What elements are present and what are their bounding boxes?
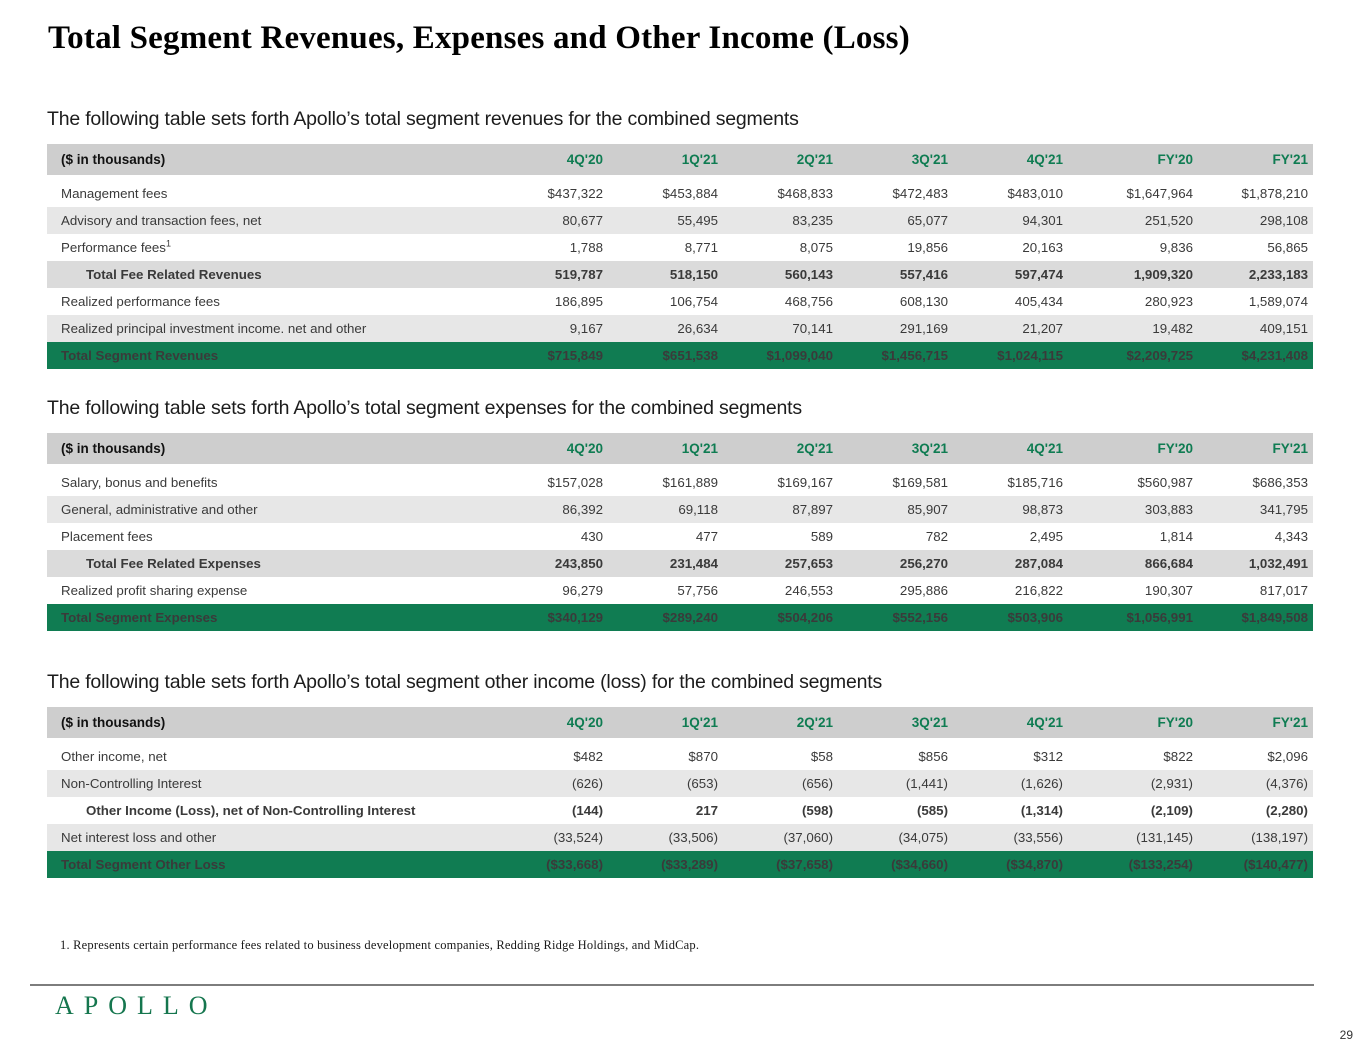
row-label: Net interest loss and other [47,824,496,851]
table-row [47,467,1313,497]
value-cell: 409,151 [1201,315,1313,342]
value-cell: $504,206 [726,604,841,631]
value-cell: 298,108 [1201,207,1313,234]
row-label: Total Segment Revenues [47,342,496,369]
value-cell: 518,150 [611,261,726,288]
value-cell: (2,280) [1201,797,1313,824]
value-cell: $161,889 [611,467,726,497]
value-cell: (33,506) [611,824,726,851]
value-cell: $822 [1071,741,1201,771]
value-cell: 80,677 [496,207,611,234]
value-cell: 468,756 [726,288,841,315]
value-cell: $58 [726,741,841,771]
table-row [47,261,1313,288]
value-cell: $856 [841,741,956,771]
row-label: Total Segment Other Loss [47,851,496,878]
value-cell: 817,017 [1201,577,1313,604]
table-row [47,315,1313,342]
row-label: Total Fee Related Expenses [47,550,496,577]
value-cell: $437,322 [496,178,611,208]
value-cell: 557,416 [841,261,956,288]
value-cell: $468,833 [726,178,841,208]
page-number: 29 [1339,1028,1353,1042]
value-cell: $715,849 [496,342,611,369]
value-cell: (626) [496,770,611,797]
value-cell: ($34,660) [841,851,956,878]
table-section-expenses [47,397,1313,631]
column-header: 3Q'21 [841,707,956,741]
value-cell: $686,353 [1201,467,1313,497]
table-row [47,741,1313,771]
table-row [47,577,1313,604]
value-cell: 251,520 [1071,207,1201,234]
value-cell: (33,524) [496,824,611,851]
value-cell: 86,392 [496,496,611,523]
value-cell: ($140,477) [1201,851,1313,878]
row-label: Management fees [47,178,496,208]
row-label: Placement fees [47,523,496,550]
table-row [47,550,1313,577]
value-cell: 257,653 [726,550,841,577]
value-cell: $651,538 [611,342,726,369]
value-cell: 608,130 [841,288,956,315]
value-cell: 256,270 [841,550,956,577]
table-section-revenues [47,108,1313,369]
value-cell: 1,788 [496,234,611,261]
value-cell: $2,096 [1201,741,1313,771]
apollo-logo: APOLLO [55,991,218,1020]
table-section-other-income [47,671,1313,878]
column-header: FY'20 [1071,144,1201,178]
column-header: 4Q'21 [956,433,1071,467]
value-cell: 98,873 [956,496,1071,523]
row-label: Total Segment Expenses [47,604,496,631]
table-expenses [47,433,1313,631]
value-cell: 295,886 [841,577,956,604]
value-cell: 4,343 [1201,523,1313,550]
table-row [47,288,1313,315]
value-cell: (34,075) [841,824,956,851]
value-cell: 303,883 [1071,496,1201,523]
row-label: Other Income (Loss), net of Non-Controlling Interest [47,797,496,824]
column-header: FY'20 [1071,433,1201,467]
value-cell: (2,109) [1071,797,1201,824]
value-cell: 782 [841,523,956,550]
value-cell: 9,167 [496,315,611,342]
value-cell: 9,836 [1071,234,1201,261]
value-cell: $1,056,991 [1071,604,1201,631]
table-row [47,178,1313,208]
value-cell: ($133,254) [1071,851,1201,878]
value-cell: 19,856 [841,234,956,261]
value-cell: 866,684 [1071,550,1201,577]
footnote-reference: 1 [165,238,171,249]
value-cell: (585) [841,797,956,824]
value-cell: $169,167 [726,467,841,497]
row-label: Realized principal investment income. net and other [47,315,496,342]
value-cell: (144) [496,797,611,824]
table-other-income [47,707,1313,878]
value-cell: 83,235 [726,207,841,234]
column-header: 4Q'20 [496,707,611,741]
table-caption-revenues: The following table sets forth Apollo’s total segment revenues for the combined segments [47,108,799,130]
row-label: Total Fee Related Revenues [47,261,496,288]
value-cell: $157,028 [496,467,611,497]
row-label: Salary, bonus and benefits [47,467,496,497]
header-row [47,144,1313,178]
column-header: 1Q'21 [611,144,726,178]
table-revenues [47,144,1313,369]
value-cell: 560,143 [726,261,841,288]
value-cell: 243,850 [496,550,611,577]
table-caption-expenses: The following table sets forth Apollo’s total segment expenses for the combined segments [47,397,802,419]
value-cell: (37,060) [726,824,841,851]
value-cell: (138,197) [1201,824,1313,851]
value-cell: 85,907 [841,496,956,523]
column-header: 2Q'21 [726,433,841,467]
value-cell: $1,849,508 [1201,604,1313,631]
table-row [47,342,1313,369]
footer-divider [30,984,1314,986]
value-cell: $482 [496,741,611,771]
value-cell: $1,024,115 [956,342,1071,369]
value-cell: (1,626) [956,770,1071,797]
value-cell: 589 [726,523,841,550]
value-cell: $1,878,210 [1201,178,1313,208]
column-header: FY'21 [1201,144,1313,178]
value-cell: 231,484 [611,550,726,577]
value-cell: 1,814 [1071,523,1201,550]
value-cell: 106,754 [611,288,726,315]
table-row [47,770,1313,797]
header-row [47,433,1313,467]
value-cell: 1,589,074 [1201,288,1313,315]
value-cell: 8,771 [611,234,726,261]
column-header: 3Q'21 [841,433,956,467]
value-cell: 190,307 [1071,577,1201,604]
value-cell: 55,495 [611,207,726,234]
value-cell: (131,145) [1071,824,1201,851]
value-cell: 69,118 [611,496,726,523]
value-cell: 405,434 [956,288,1071,315]
row-label: Non-Controlling Interest [47,770,496,797]
value-cell: $289,240 [611,604,726,631]
value-cell: (1,441) [841,770,956,797]
value-cell: 246,553 [726,577,841,604]
table-row [47,851,1313,878]
value-cell: 519,787 [496,261,611,288]
table-row [47,234,1313,261]
value-cell: 21,207 [956,315,1071,342]
row-label: Realized performance fees [47,288,496,315]
value-cell: 186,895 [496,288,611,315]
value-cell: $453,884 [611,178,726,208]
header-row [47,707,1313,741]
value-cell: (2,931) [1071,770,1201,797]
column-header: 1Q'21 [611,433,726,467]
page-title: Total Segment Revenues, Expenses and Other Income (Loss) [48,20,910,56]
table-row [47,207,1313,234]
value-cell: 597,474 [956,261,1071,288]
tables-container [47,108,1313,878]
column-header: 4Q'20 [496,144,611,178]
column-header: 3Q'21 [841,144,956,178]
table-row [47,496,1313,523]
value-cell: $472,483 [841,178,956,208]
value-cell: 2,233,183 [1201,261,1313,288]
value-cell: 87,897 [726,496,841,523]
row-label: General, administrative and other [47,496,496,523]
value-cell: 280,923 [1071,288,1201,315]
unit-label: ($ in thousands) [47,144,496,178]
value-cell: ($33,289) [611,851,726,878]
value-cell: 70,141 [726,315,841,342]
value-cell: 19,482 [1071,315,1201,342]
value-cell: 20,163 [956,234,1071,261]
value-cell: 2,495 [956,523,1071,550]
value-cell: $169,581 [841,467,956,497]
value-cell: $552,156 [841,604,956,631]
value-cell: 217 [611,797,726,824]
column-header: 2Q'21 [726,707,841,741]
value-cell: $1,456,715 [841,342,956,369]
value-cell: $1,647,964 [1071,178,1201,208]
value-cell: 341,795 [1201,496,1313,523]
value-cell: $483,010 [956,178,1071,208]
value-cell: 477 [611,523,726,550]
table-row [47,797,1313,824]
value-cell: $870 [611,741,726,771]
row-label: Performance fees$^1$ [47,234,496,261]
value-cell: 1,032,491 [1201,550,1313,577]
column-header: FY'21 [1201,433,1313,467]
value-cell: ($33,668) [496,851,611,878]
value-cell: 216,822 [956,577,1071,604]
value-cell: $560,987 [1071,467,1201,497]
value-cell: $312 [956,741,1071,771]
value-cell: (4,376) [1201,770,1313,797]
column-header: 4Q'20 [496,433,611,467]
slide-content [47,0,1313,953]
value-cell: (656) [726,770,841,797]
column-header: 4Q'21 [956,144,1071,178]
table-row [47,604,1313,631]
table-row [47,824,1313,851]
value-cell: $503,906 [956,604,1071,631]
value-cell: (653) [611,770,726,797]
value-cell: 430 [496,523,611,550]
value-cell: $1,099,040 [726,342,841,369]
value-cell: 8,075 [726,234,841,261]
value-cell: 94,301 [956,207,1071,234]
column-header: FY'21 [1201,707,1313,741]
value-cell: $4,231,408 [1201,342,1313,369]
value-cell: 291,169 [841,315,956,342]
value-cell: $185,716 [956,467,1071,497]
value-cell: 287,084 [956,550,1071,577]
value-cell: (33,556) [956,824,1071,851]
value-cell: 26,634 [611,315,726,342]
column-header: 1Q'21 [611,707,726,741]
value-cell: $2,209,725 [1071,342,1201,369]
table-row [47,523,1313,550]
value-cell: 56,865 [1201,234,1313,261]
value-cell: $340,129 [496,604,611,631]
row-label: Realized profit sharing expense [47,577,496,604]
unit-label: ($ in thousands) [47,707,496,741]
value-cell: (598) [726,797,841,824]
footnote: 1. Represents certain performance fees related to business development companies, Redding Ridge Holdings, and MidCap. [60,938,700,952]
value-cell: ($34,870) [956,851,1071,878]
value-cell: 65,077 [841,207,956,234]
value-cell: 57,756 [611,577,726,604]
value-cell: ($37,658) [726,851,841,878]
column-header: 2Q'21 [726,144,841,178]
unit-label: ($ in thousands) [47,433,496,467]
column-header: 4Q'21 [956,707,1071,741]
value-cell: (1,314) [956,797,1071,824]
row-label: Other income, net [47,741,496,771]
column-header: FY'20 [1071,707,1201,741]
value-cell: 1,909,320 [1071,261,1201,288]
row-label: Advisory and transaction fees, net [47,207,496,234]
value-cell: 96,279 [496,577,611,604]
table-caption-other-income: The following table sets forth Apollo’s total segment other income (loss) for the combined segments [47,671,883,693]
